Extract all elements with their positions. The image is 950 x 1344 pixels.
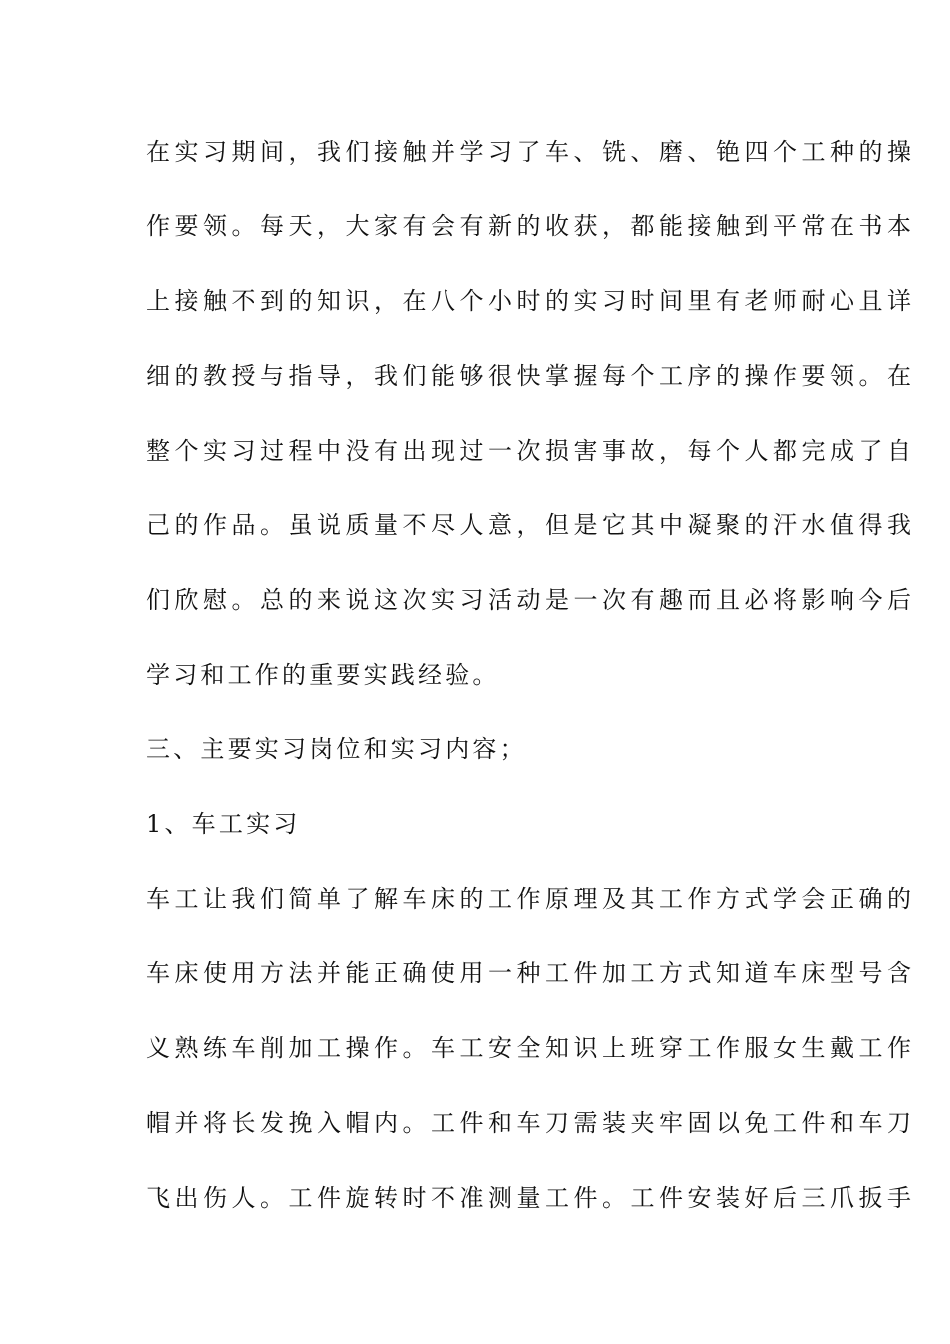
- subsection-heading: 1、车工实习: [146, 810, 301, 838]
- text-line: 细的教授与指导，我们能够很快掌握每个工序的操作要领。在: [146, 362, 916, 390]
- text-line: 车工让我们简单了解车床的工作原理及其工作方式学会正确的: [146, 885, 916, 913]
- text-line: 帽并将长发挽入帽内。工件和车刀需装夹牢固以免工件和车刀: [146, 1109, 916, 1137]
- text-line: 义熟练车削加工操作。车工安全知识上班穿工作服女生戴工作: [146, 1034, 916, 1062]
- text-line: 整个实习过程中没有出现过一次损害事故，每个人都完成了自: [146, 437, 916, 465]
- text-line: 作要领。每天，大家有会有新的收获，都能接触到平常在书本: [146, 212, 916, 240]
- text-line: 车床使用方法并能正确使用一种工件加工方式知道车床型号含: [146, 959, 916, 987]
- text-line: 们欣慰。总的来说这次实习活动是一次有趣而且必将影响今后: [146, 586, 916, 614]
- text-line: 在实习期间，我们接触并学习了车、铣、磨、铯四个工种的操: [146, 138, 916, 166]
- text-line: 上接触不到的知识，在八个小时的实习时间里有老师耐心且详: [146, 287, 916, 315]
- text-line: 学习和工作的重要实践经验。: [146, 661, 500, 689]
- text-line: 飞出伤人。工件旋转时不准测量工件。工件安装好后三爪扳手: [146, 1184, 916, 1212]
- text-line: 己的作品。虽说质量不尽人意，但是它其中凝聚的汗水值得我: [146, 511, 916, 539]
- section-heading: 三、主要实习岗位和实习内容；: [146, 735, 527, 763]
